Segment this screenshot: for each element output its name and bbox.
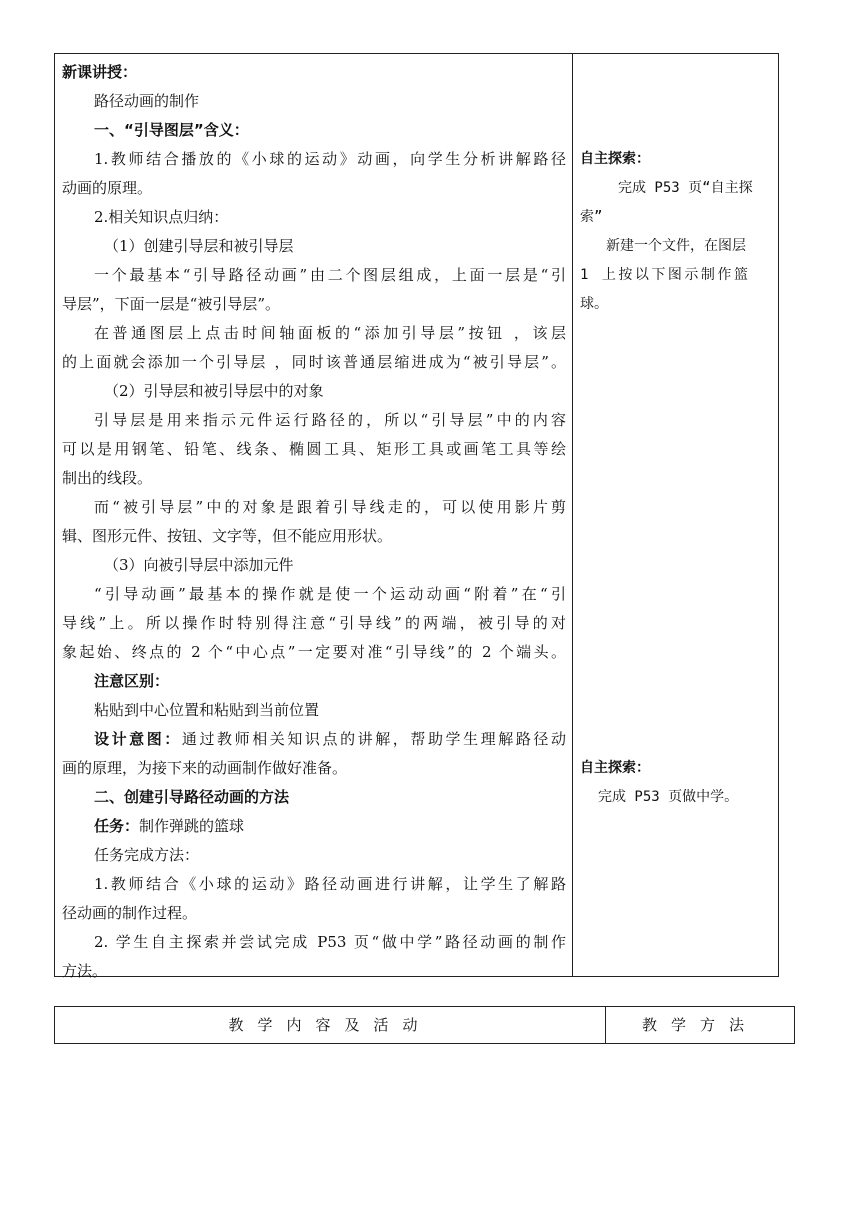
- design-intent-line-1: [62, 725, 566, 754]
- paragraph-4-line-1: 在普通图层上点击时间轴面板的“添加引导层”按钮 ，该层: [94, 324, 566, 342]
- note-text: 粘贴到中心位置和粘贴到当前位置: [94, 701, 320, 719]
- method-2-line-2: 方法。: [62, 962, 108, 980]
- right-spacer-top: [580, 58, 772, 145]
- design-intent-line-2: 画的原理，为接下来的动画制作做好准备。: [62, 759, 348, 777]
- method-1-line-1: 1.教师结合《小球的运动》路径动画进行讲解，让学生了解路: [94, 875, 566, 893]
- task-label: 任务：: [94, 817, 140, 835]
- paragraph-2: 2.相关知识点归纳：: [94, 208, 229, 226]
- paragraph-6-line-2: 辑、图形元件、按钮、文字等，但不能应用形状。: [62, 527, 393, 545]
- paragraph-6-line-1: 而“被引导层”中的对象是跟着引导线走的，可以使用影片剪: [94, 498, 566, 516]
- section2-title: 二、创建引导路径动画的方法: [94, 788, 290, 806]
- paragraph-4-line-2: 的上面就会添加一个引导层 ，同时该普通层缩进成为“被引导层”。: [62, 353, 566, 371]
- lesson-topic: 路径动画的制作: [94, 92, 200, 110]
- teaching-content-column: [62, 58, 566, 986]
- explore-1-line-5: 球。: [580, 296, 608, 312]
- explore-1-title: 自主探索：: [580, 151, 650, 167]
- explore-1-line-3: 新建一个文件，在图层: [606, 238, 746, 254]
- task-line: [62, 812, 566, 841]
- paragraph-7-line-2: 导线”上。所以操作时特别得注意“引导线”的两端，被引导的对: [62, 614, 566, 632]
- explore-2-title: 自主探索：: [580, 760, 650, 776]
- paragraph-5-line-1: 引导层是用来指示元件运行路径的，所以“引导层”中的内容: [94, 411, 566, 429]
- method-label: 任务完成方法：: [94, 846, 200, 864]
- paragraph-3-line-1: 一个最基本“引导路径动画”由二个图层组成，上面一层是“引: [94, 266, 566, 284]
- right-spacer-middle: [580, 319, 772, 754]
- header-table: [54, 1006, 795, 1044]
- section1-title: 一、“引导图层”含义：: [94, 121, 249, 139]
- explore-1-line-4: 1 上按以下图示制作篮: [580, 267, 751, 283]
- explore-1-line-1: 完成 P53 页“自主探: [618, 180, 753, 196]
- column-divider: [572, 53, 573, 977]
- explore-1-line-2: 索”: [580, 209, 603, 225]
- subheading-1: （1）创建引导层和被引导层: [104, 237, 294, 255]
- header-content-activities: 教学内容及活动: [228, 1016, 432, 1034]
- method-2-line-1: 2. 学生自主探索并尝试完成 P53 页“做中学”路径动画的制作: [94, 933, 566, 951]
- paragraph-1-line-2: 动画的原理。: [62, 179, 153, 197]
- paragraph-5-line-3: 制出的线段。: [62, 469, 153, 487]
- paragraph-5-line-2: 可以是用钢笔、铅笔、线条、椭圆工具、矩形工具或画笔工具等绘: [62, 440, 566, 458]
- paragraph-7-line-3: 象起始、终点的 2 个“中心点”一定要对准“引导线”的 2 个端头。: [62, 643, 566, 661]
- task-text: 制作弹跳的篮球: [139, 817, 245, 835]
- section-heading: 新课讲授：: [62, 63, 138, 81]
- subheading-3: （3）向被引导层中添加元件: [104, 556, 294, 574]
- explore-2-line-1: 完成 P53 页做中学。: [598, 789, 739, 805]
- method-1-line-2: 径动画的制作过程。: [62, 904, 198, 922]
- note-label: 注意区别：: [94, 672, 170, 690]
- subheading-2: （2）引导层和被引导层中的对象: [104, 382, 324, 400]
- design-intent-text: 通过教师相关知识点的讲解，帮助学生理解路径动: [181, 730, 566, 748]
- design-intent-label: 设计意图：: [94, 730, 182, 748]
- paragraph-1-line-1: 1.教师结合播放的《小球的运动》动画，向学生分析讲解路径: [94, 150, 566, 168]
- teaching-method-column: [580, 58, 772, 812]
- header-teaching-methods: 教学方法: [641, 1016, 758, 1034]
- paragraph-3-line-2: 导层”，下面一层是“被引导层”。: [62, 295, 281, 313]
- paragraph-7-line-1: “引导动画”最基本的操作就是使一个运动动画“附着”在“引: [94, 585, 566, 603]
